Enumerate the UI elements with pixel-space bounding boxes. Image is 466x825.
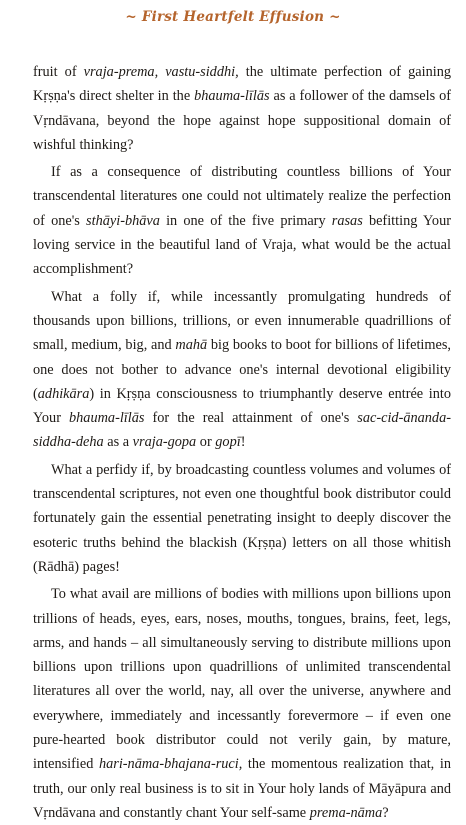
text-run: as a (103, 434, 133, 451)
left-tilde-ornament: ~ (125, 9, 137, 25)
running-header (0, 9, 466, 25)
text-run: as a follower of the damsels of Vṛndāvana, beyond the hope against hope suppositional domain of wishful thinking? (33, 88, 451, 153)
italic-term: vraja-gopa (132, 434, 197, 451)
text-run: befitting Your loving service in the beautiful land of Vraja, what would be the actual accomplishment? (33, 212, 451, 278)
right-tilde-ornament: ~ (329, 9, 341, 25)
text-run: ? (382, 804, 389, 821)
text-run: ! (240, 434, 246, 451)
italic-term: sthāyi-bhāva (86, 212, 160, 229)
text-run: big books to boot for billions of lifetimes, one does not bother to advance one's internal devotional eligibility ( (33, 337, 451, 402)
text-run: the momentous realization that, in truth, our only real business is to sit in Your holy lands of Māyāpura and Vṛndāvana and constantly chant Your self-same (33, 756, 451, 821)
text-run: To what avail are millions of bodies with millions upon billions upon trillions of heads, eyes, ears, noses, mouths, tongues, brains, feet, legs, arms, and hands – all simultaneously serving to distribute millions upon billions upon trillions upon quadrillions of unlimited transcendental literatures all over the world, nay, all over the universe, anywhere and everywhere, immediately and incessantly forevermore – if even one pure-hearted book distributor could not verily gain, by mature, intensified (33, 586, 451, 773)
body-text (33, 60, 451, 825)
text-run: fruit of (33, 64, 84, 80)
paragraph (33, 458, 451, 579)
text-run: in one of the five primary (159, 212, 332, 229)
italic-term: adhikāra (37, 385, 90, 402)
text-run: ) in Kṛṣṇa consciousness to triumphantly deserve entrée into Your (33, 385, 451, 427)
italic-term: rasas (331, 212, 363, 229)
paragraph (33, 582, 451, 825)
paragraph (33, 60, 451, 157)
italic-term: vraja-prema, vastu-siddhi, (83, 64, 239, 80)
italic-term: bhauma-līlās (69, 410, 145, 427)
italic-term: bhauma-līlās (194, 88, 270, 105)
paragraph (33, 160, 451, 281)
italic-term: mahā (175, 337, 208, 354)
italic-term: prema-nāma (309, 804, 383, 821)
text-run: What a folly if, while incessantly promulgating hundreds of thousands upon billions, trillions, or even innumerable quadrillions of small, medium, big, and (33, 288, 451, 354)
paragraph (33, 285, 451, 455)
text-run: What a perfidy if, by broadcasting countless volumes and volumes of transcendental scriptures, not even one thoughtful book distributor could fortunately gain the essential penetrating insight to deeply discover the esoteric truths behind the blackish (Kṛṣṇa) letters on all those whitish (Rādhā) pages! (33, 461, 451, 575)
text-run: If as a consequence of distributing countless billions of Your transcendental literatures one could not ultimately realize the perfection of one's (33, 164, 451, 229)
text-run: the ultimate perfection of gaining Kṛṣṇa's direct shelter in the (33, 64, 451, 105)
text-run: or (196, 434, 216, 451)
italic-term: hari-nāma-bhajana-ruci, (98, 756, 243, 773)
italic-term: sac-cid-ānanda-siddha-deha (33, 410, 451, 451)
italic-term: gopī (215, 434, 241, 451)
text-run: for the real attainment of one's (144, 410, 358, 427)
running-header-title: First Heartfelt Effusion (141, 9, 325, 25)
